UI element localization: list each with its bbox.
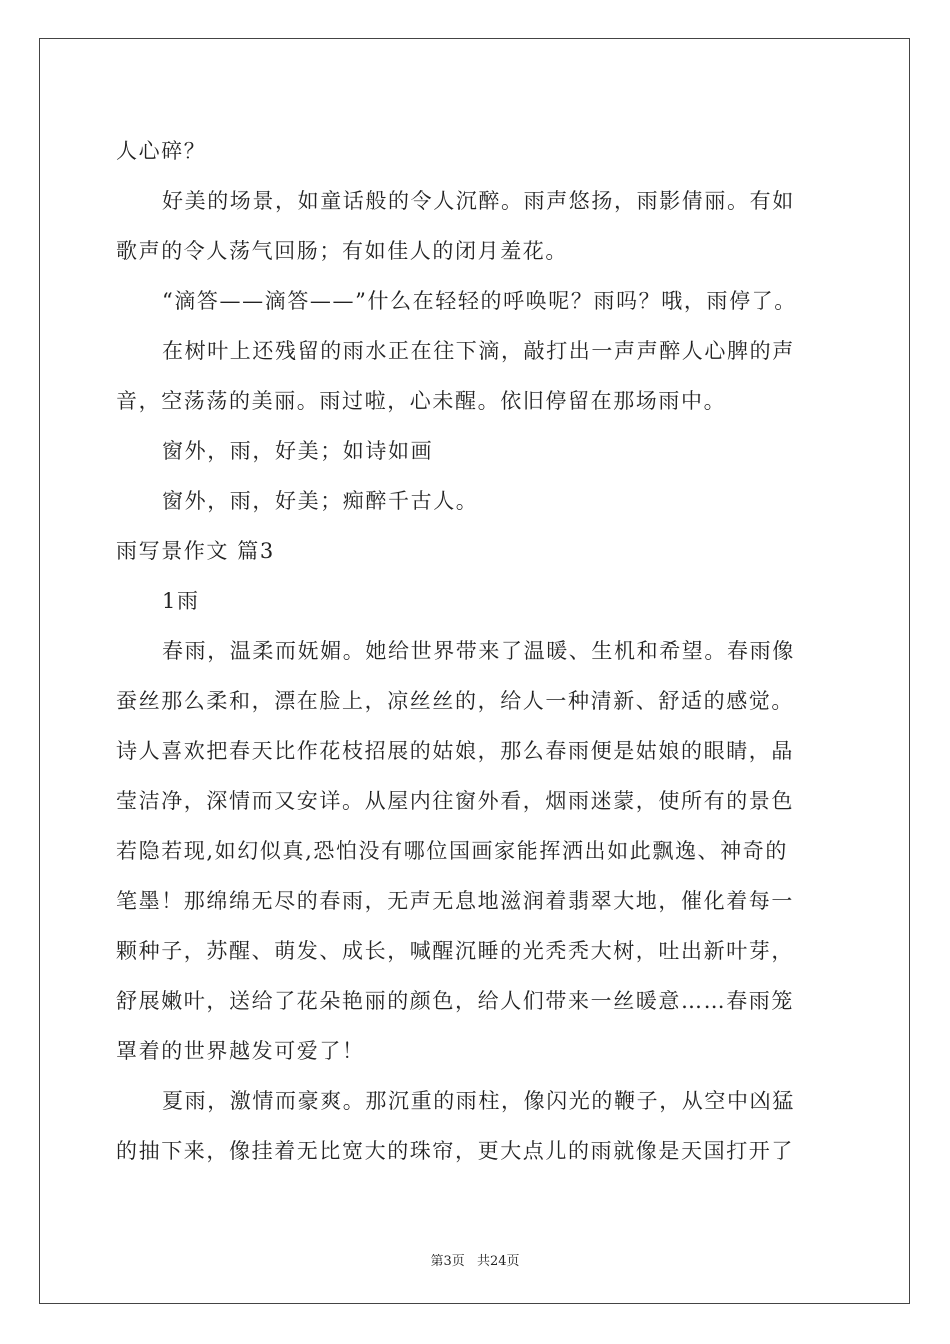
page-footer xyxy=(0,1250,950,1269)
text-line-4: “滴答——滴答——”什么在轻轻的呼唤呢？雨吗？哦，雨停了。 xyxy=(162,289,797,313)
text-line-7: 窗外，雨，好美；如诗如画 xyxy=(162,439,434,463)
text-line-2: 好美的场景，如童话般的令人沉醉。雨声悠扬，雨影倩丽。有如 xyxy=(162,189,795,213)
text-line-20: 夏雨，激情而豪爽。那沉重的雨柱，像闪光的鞭子，从空中凶猛 xyxy=(162,1089,795,1113)
text-line-14: 莹洁净，深情而又安详。从屋内往窗外看，烟雨迷蒙，使所有的景色 xyxy=(116,789,794,813)
page-total: 共24页 xyxy=(476,1254,520,1269)
text-line-6: 音，空荡荡的美丽。雨过啦，心未醒。依旧停留在那场雨中。 xyxy=(116,389,727,413)
document-body xyxy=(116,126,836,1176)
subsection-heading: 1雨 xyxy=(162,589,200,613)
text-line-13: 诗人喜欢把春天比作花枝招展的姑娘，那么春雨便是姑娘的眼睛，晶 xyxy=(116,739,794,763)
text-line-12: 蚕丝那么柔和，漂在脸上，凉丝丝的，给人一种清新、舒适的感觉。 xyxy=(116,689,794,713)
text-line-15: 若隐若现,如幻似真,恐怕没有哪位国画家能挥洒出如此飘逸、神奇的 xyxy=(116,839,788,863)
text-line-11: 春雨，温柔而妩媚。她给世界带来了温暖、生机和希望。春雨像 xyxy=(162,639,795,663)
section-heading: 雨写景作文 篇3 xyxy=(116,539,275,563)
text-line-1: 人心碎？ xyxy=(116,139,207,163)
text-line-21: 的抽下来，像挂着无比宽大的珠帘，更大点儿的雨就像是天国打开了 xyxy=(116,1139,794,1163)
text-line-19: 罩着的世界越发可爱了！ xyxy=(116,1039,365,1063)
text-line-16: 笔墨！那绵绵无尽的春雨，无声无息地滋润着翡翠大地，催化着每一 xyxy=(116,889,794,913)
text-line-18: 舒展嫩叶，送给了花朵艳丽的颜色，给人们带来一丝暖意……春雨笼 xyxy=(116,989,794,1013)
text-line-3: 歌声的令人荡气回肠；有如佳人的闭月羞花。 xyxy=(116,239,568,263)
text-line-8: 窗外，雨，好美；痴醉千古人。 xyxy=(162,489,479,513)
text-line-17: 颗种子，苏醒、萌发、成长，喊醒沉睡的光秃秃大树，吐出新叶芽， xyxy=(116,939,794,963)
page-number: 第3页 xyxy=(430,1254,465,1269)
text-line-5: 在树叶上还残留的雨水正在往下滴，敲打出一声声醉人心脾的声 xyxy=(162,339,795,363)
